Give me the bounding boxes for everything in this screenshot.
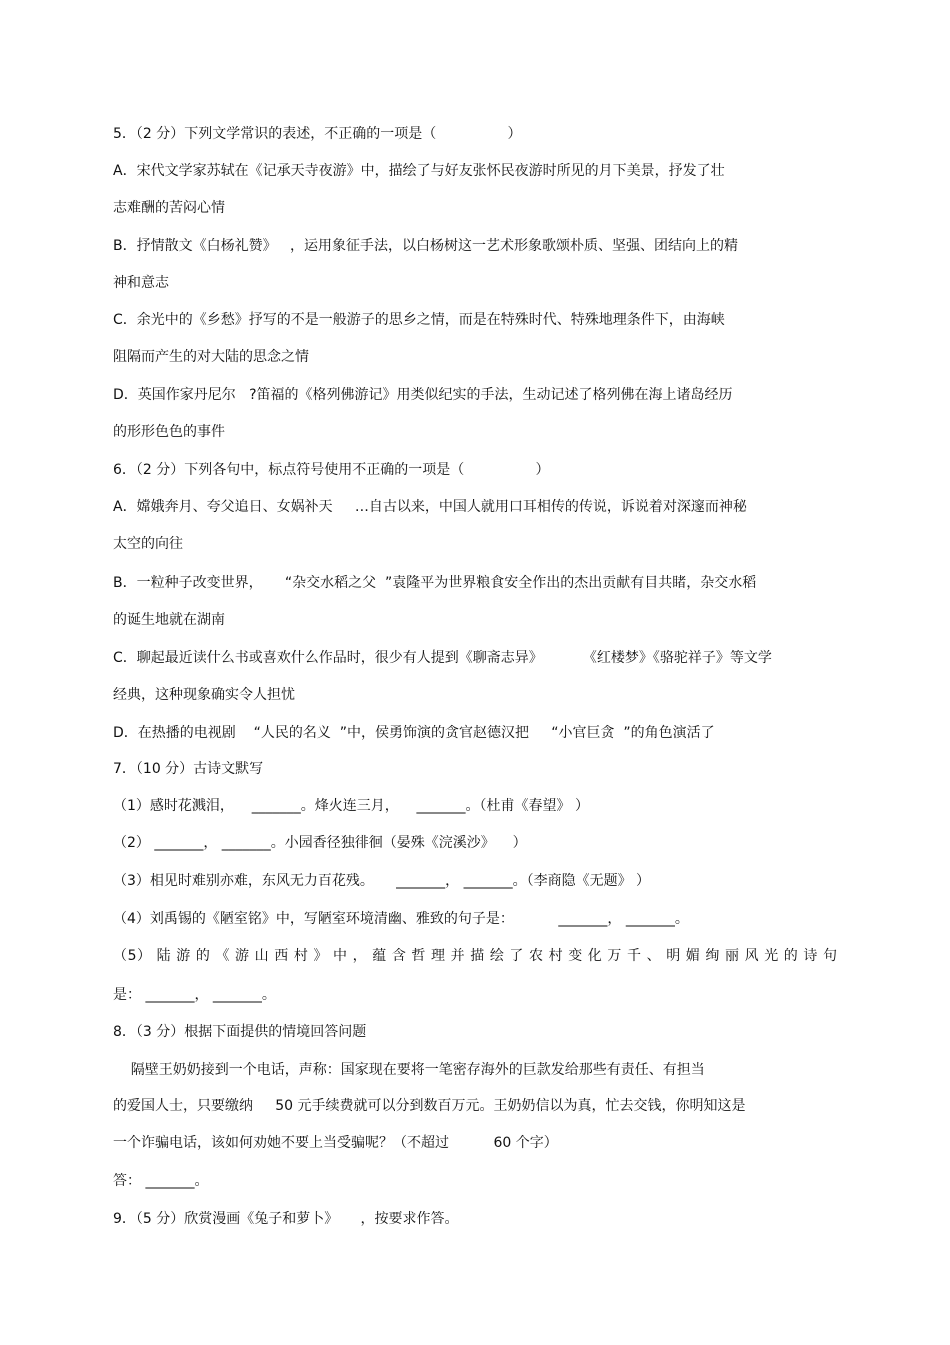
q5-option-d-cont: 的形形色色的事件 [113,424,225,440]
question-6-title: 6．（2 分）下列各句中，标点符号使用不正确的一项是（ ） [113,462,550,478]
q6-option-a-cont: 太空的向往 [113,536,183,552]
q7-item-4: （4）刘禹锡的《陋室铭》中，写陋室环境清幽、雅致的句子是： _______， _______。 [113,911,689,927]
q6-option-a: A．嫦娥奔月、夸父追日、女娲补天 …自古以来，中国人就用口耳相传的传说，诉说着对深邃而神秘 [113,499,747,515]
q7-item-5-cont: 是： _______， _______。 [113,987,276,1003]
q7-item-3: （3）相见时难别亦难，东风无力百花残。 _______， _______。（李商隐《无题》 ） [113,873,651,889]
q7-item-2: （2） _______， _______。小园香径独徘徊（晏殊《浣溪沙》 ） [113,835,527,851]
q6-option-b-cont: 的诞生地就在湖南 [113,612,225,628]
q5-option-a-cont: 志难酬的苦闷心情 [113,200,225,216]
q5-option-c-cont: 阻隔而产生的对大陆的思念之情 [113,349,309,365]
q8-passage-2: 的爱国人士，只要缴纳 50 元手续费就可以分到数百万元。王奶奶信以为真，忙去交钱，你明知这是 [113,1098,746,1114]
question-8-title: 8．（3 分）根据下面提供的情境回答问题 [113,1024,367,1040]
q5-option-d: D．英国作家丹尼尔 ?笛福的《格列佛游记》用类似纪实的手法，生动记述了格列佛在海上诸岛经历 [113,387,733,403]
q6-option-d: D．在热播的电视剧 “人民的名义 ”中，侯勇饰演的贪官赵德汉把 “小官巨贪 ”的角色演活了 [113,725,715,741]
q5-option-a: A．宋代文学家苏轼在《记承天寺夜游》中，描绘了与好友张怀民夜游时所见的月下美景，抒发了壮 [113,163,725,179]
q5-option-b: B．抒情散文《白杨礼赞》 ，运用象征手法，以白杨树这一艺术形象歌颂朴质、坚强、团结向上的精 [113,238,738,254]
q5-option-c: C．余光中的《乡愁》抒写的不是一般游子的思乡之情，而是在特殊时代、特殊地理条件下，由海峡 [113,312,725,328]
q6-option-c: C．聊起最近读什么书或喜欢什么作品时，很少有人提到《聊斋志异》 《红楼梦》《骆驼祥子》等文学 [113,650,772,666]
q7-item-5: （5） 陆 游 的 《 游 山 西 村 》 中 ， 蕴 含 哲 理 并 描 绘 了 农 村 变 化 万 千 、 明 媚 绚 丽 风 光 的 诗 句 [113,948,837,964]
q8-answer-line: 答： _______。 [113,1173,209,1189]
q8-passage-1: 隔壁王奶奶接到一个电话，声称：国家现在要将一笔密存海外的巨款发给那些有责任、有担当 [113,1062,705,1078]
q6-option-c-cont: 经典，这种现象确实令人担忧 [113,687,295,703]
q5-option-b-cont: 神和意志 [113,275,169,291]
question-7-title: 7．（10 分）古诗文默写 [113,761,264,777]
q7-item-1: （1）感时花溅泪， _______。烽火连三月， _______。（杜甫《春望》 ） [113,798,589,814]
question-5-title: 5．（2 分）下列文学常识的表述，不正确的一项是（ ） [113,126,522,142]
question-9-title: 9．（5 分）欣赏漫画《兔子和萝卜》 ，按要求作答。 [113,1211,459,1227]
q6-option-b: B．一粒种子改变世界， “杂交水稻之父 ”袁隆平为世界粮食安全作出的杰出贡献有目共睹，杂交水稻 [113,575,757,591]
q8-passage-3: 一个诈骗电话，该如何劝她不要上当受骗呢？（不超过 60 个字） [113,1135,558,1151]
